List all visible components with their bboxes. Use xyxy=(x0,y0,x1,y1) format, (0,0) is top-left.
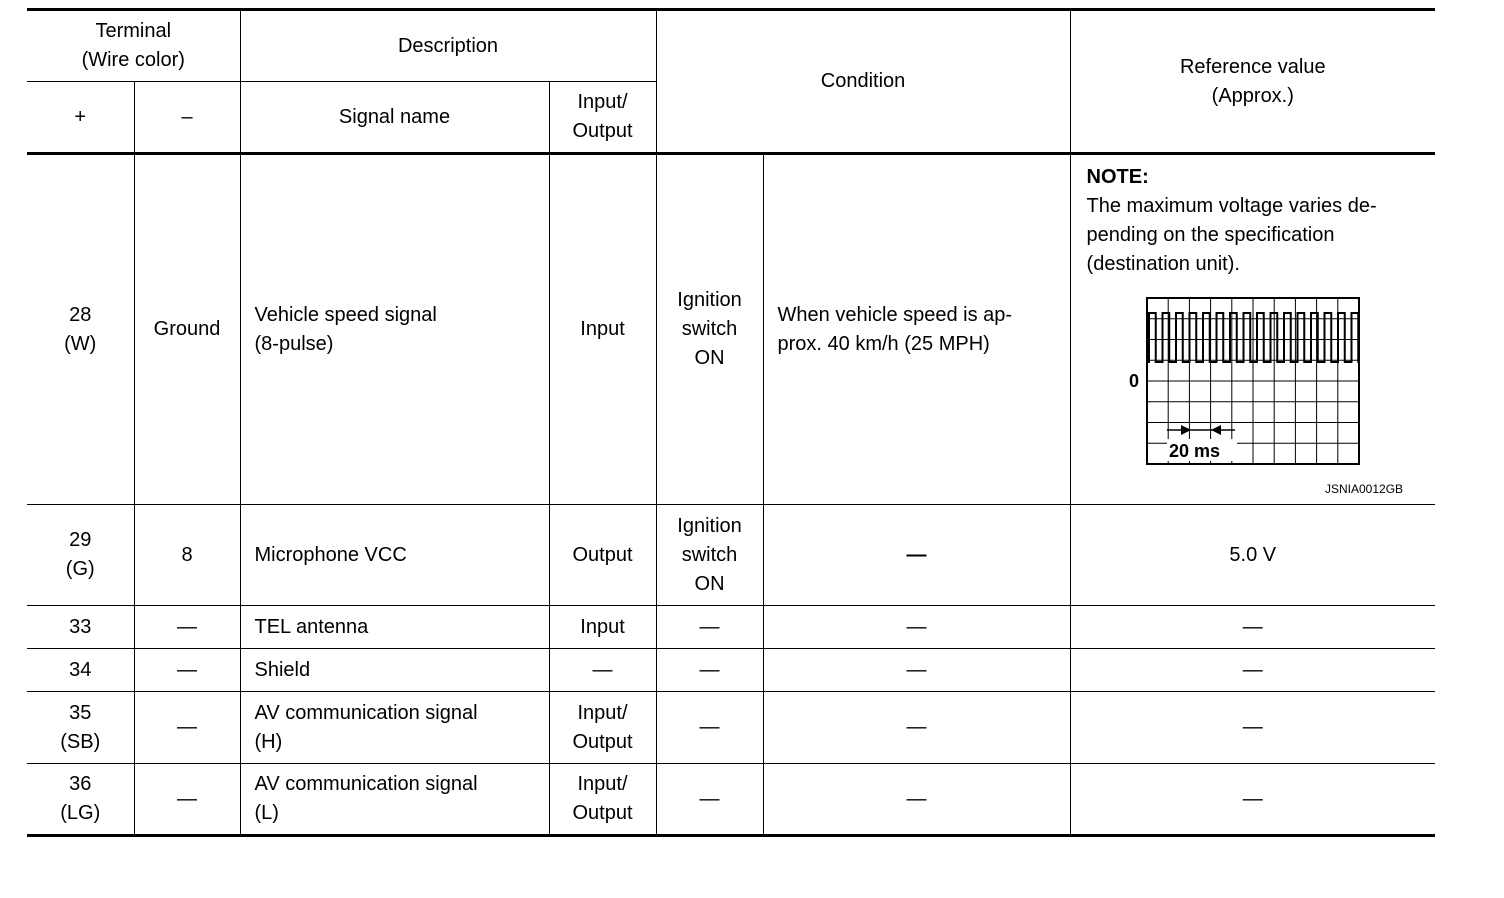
terminal-minus: — xyxy=(134,764,240,836)
terminal-minus: Ground xyxy=(134,154,240,505)
terminal-minus: — xyxy=(134,606,240,649)
input-output: Input/ Output xyxy=(549,764,656,836)
condition-switch: — xyxy=(656,764,763,836)
header-input-output: Input/ Output xyxy=(549,82,656,154)
condition-detail: — xyxy=(763,764,1070,836)
input-output: Input/ Output xyxy=(549,692,656,764)
condition-switch: Ignition switch ON xyxy=(656,505,763,606)
reference-value: — xyxy=(1070,692,1435,764)
signal-name: Shield xyxy=(240,649,549,692)
condition-switch: — xyxy=(656,606,763,649)
header-condition: Condition xyxy=(656,10,1070,154)
terminal-plus: 35 (SB) xyxy=(27,692,134,764)
table-row xyxy=(27,606,1435,649)
signal-name: AV communication signal (L) xyxy=(240,764,549,836)
terminal-plus: 36 (LG) xyxy=(27,764,134,836)
terminal-minus: — xyxy=(134,649,240,692)
header-reference: Reference value (Approx.) xyxy=(1070,10,1435,154)
reference-value: — xyxy=(1070,764,1435,836)
terminal-plus: 33 xyxy=(27,606,134,649)
table-row xyxy=(27,505,1435,606)
reference-value: — xyxy=(1070,606,1435,649)
condition-detail: — xyxy=(763,505,1070,606)
condition-switch: — xyxy=(656,692,763,764)
signal-name: Microphone VCC xyxy=(240,505,549,606)
reference-value xyxy=(1070,154,1435,505)
condition-detail: When vehicle speed is ap- prox. 40 km/h (25 MPH) xyxy=(763,154,1070,505)
terminal-spec-table xyxy=(27,8,1435,837)
input-output: Input xyxy=(549,154,656,505)
terminal-plus: 28 (W) xyxy=(27,154,134,505)
table-row xyxy=(27,649,1435,692)
header-description: Description xyxy=(240,10,656,82)
terminal-minus: — xyxy=(134,692,240,764)
terminal-plus: 34 xyxy=(27,649,134,692)
condition-switch: — xyxy=(656,649,763,692)
table-row xyxy=(27,764,1435,836)
waveform-figure xyxy=(1087,279,1420,489)
note-text: The maximum voltage varies de- pending on the specification (destination unit). xyxy=(1086,195,1377,275)
header-signal-name: Signal name xyxy=(240,82,549,154)
signal-name: TEL antenna xyxy=(240,606,549,649)
input-output: Input xyxy=(549,606,656,649)
condition-detail: — xyxy=(763,692,1070,764)
condition-detail: — xyxy=(763,606,1070,649)
figure-id: JSNIA0012GB xyxy=(1324,482,1404,496)
table-row xyxy=(27,692,1435,764)
signal-name: Vehicle speed signal (8-pulse) xyxy=(240,154,549,505)
condition-switch: Ignition switch ON xyxy=(656,154,763,505)
waveform-scale-label: 20 ms xyxy=(1168,441,1220,461)
waveform-zero-label: 0 xyxy=(1128,371,1139,391)
terminal-plus: 29 (G) xyxy=(27,505,134,606)
input-output: Output xyxy=(549,505,656,606)
terminal-minus: 8 xyxy=(134,505,240,606)
reference-value: — xyxy=(1070,649,1435,692)
header-minus: – xyxy=(134,82,240,154)
note-title: NOTE: xyxy=(1086,166,1149,188)
signal-name: AV communication signal (H) xyxy=(240,692,549,764)
input-output: — xyxy=(549,649,656,692)
header-terminal: Terminal (Wire color) xyxy=(27,10,240,82)
table-row xyxy=(27,154,1435,505)
header-plus: + xyxy=(27,82,134,154)
condition-detail: — xyxy=(763,649,1070,692)
reference-value: 5.0 V xyxy=(1070,505,1435,606)
